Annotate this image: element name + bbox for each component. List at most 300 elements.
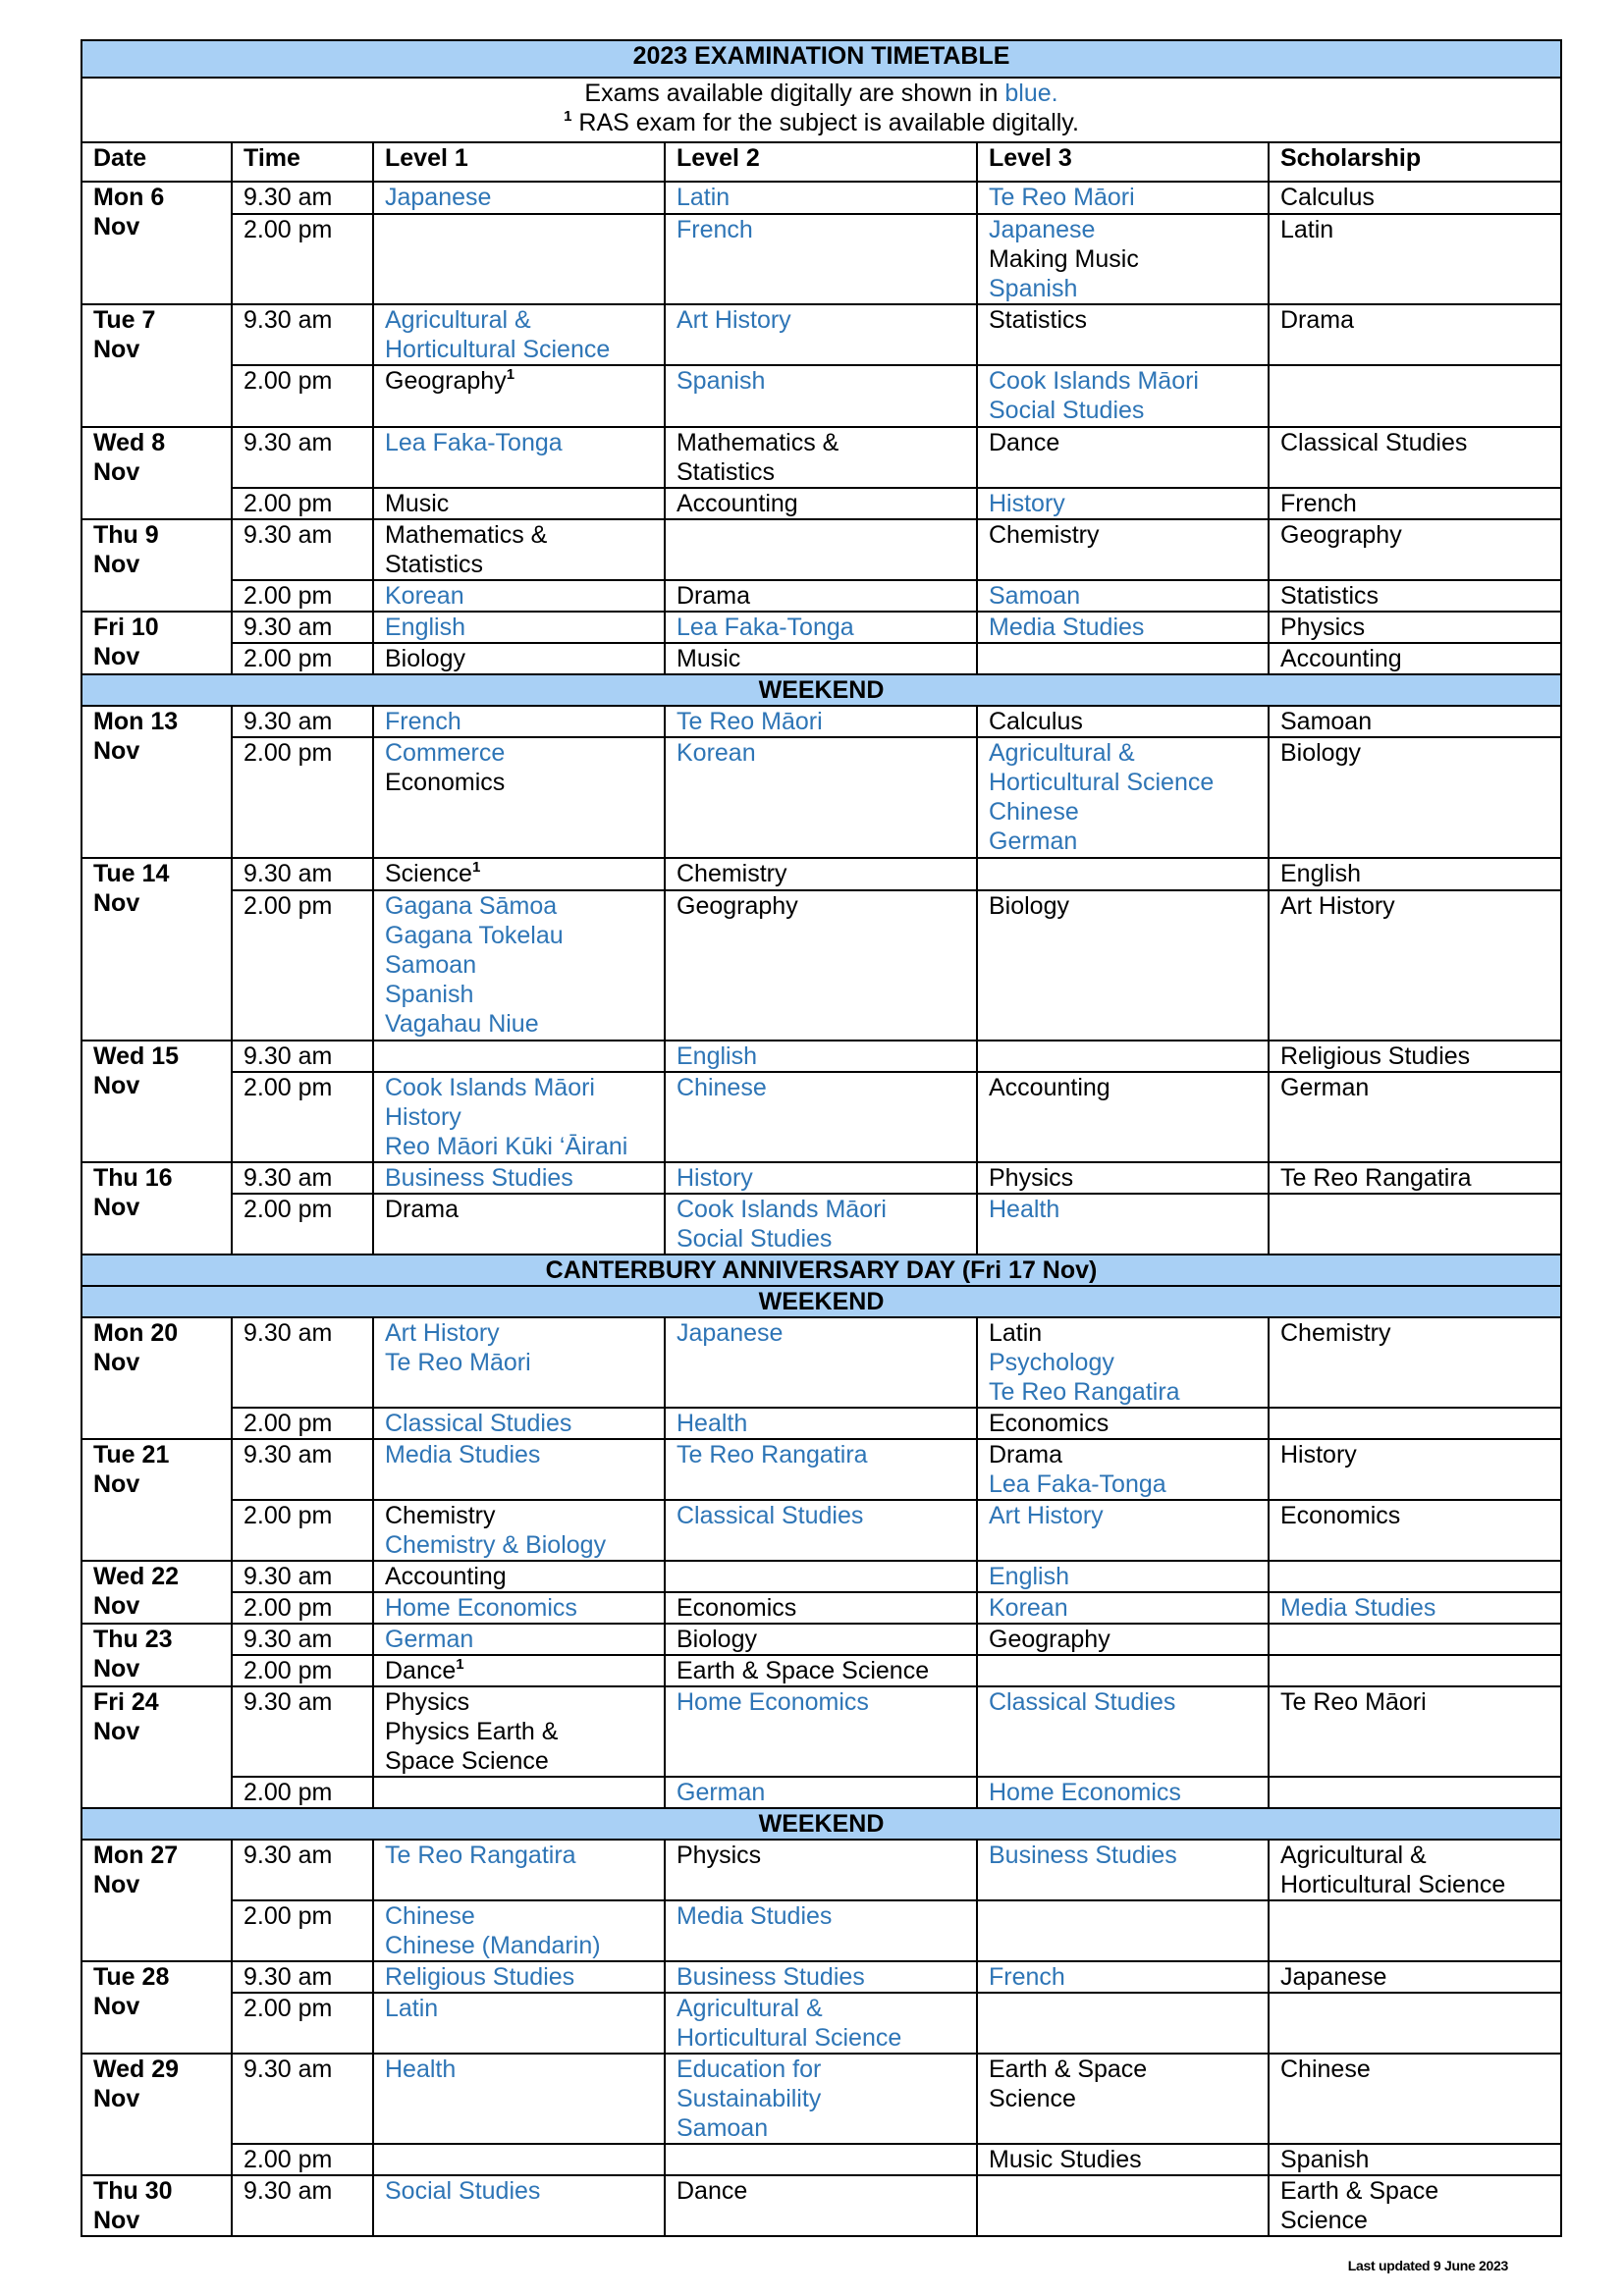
level-2-cell — [665, 1592, 977, 1624]
level-3-cell — [977, 1592, 1269, 1624]
subject-entry: Calculus — [989, 708, 1083, 735]
subject-entry: Music Studies — [989, 2146, 1142, 2173]
subject-entry: Cook Islands Māori — [385, 1074, 595, 1101]
date-month: Nov — [93, 551, 140, 578]
subject-entry: Health — [677, 1410, 748, 1437]
date-month: Nov — [93, 1993, 140, 2020]
subject-entry: Business Studies — [385, 1164, 573, 1192]
level-3-cell — [977, 643, 1269, 674]
subject-entry: Biology — [385, 645, 465, 672]
subject-entry: French — [677, 216, 753, 243]
subject-entry: Cook Islands Māori — [677, 1196, 887, 1223]
subject-entry: Commerce — [385, 739, 506, 767]
table-row — [81, 1500, 1561, 1561]
subject-entry: Classical Studies — [677, 1502, 864, 1529]
table-row — [81, 612, 1561, 643]
table-row — [81, 1961, 1561, 1993]
subject-entry: Drama — [989, 1441, 1063, 1468]
subject-entry: Chinese (Mandarin) — [385, 1932, 601, 1959]
scholarship-cell — [1269, 1777, 1561, 1808]
level-1-cell — [373, 643, 665, 674]
date-month: Nov — [93, 213, 140, 240]
level-2-cell — [665, 1961, 977, 1993]
subject-entry: German — [677, 1779, 766, 1806]
date-day: Fri 24 — [93, 1688, 159, 1716]
table-row — [81, 1072, 1561, 1162]
subject-entry: Economics — [385, 769, 506, 796]
subject-entry: Samoan — [677, 2114, 769, 2142]
date-month: Nov — [93, 889, 140, 917]
level-1-cell — [373, 1961, 665, 1993]
scholarship-cell — [1269, 1439, 1561, 1500]
level-3-cell — [977, 858, 1269, 890]
level-2-cell — [665, 1840, 977, 1900]
date-cell — [81, 304, 232, 427]
date-day: Mon 20 — [93, 1319, 179, 1347]
level-2-cell — [665, 1624, 977, 1655]
date-month: Nov — [93, 1194, 140, 1221]
level-1-cell — [373, 706, 665, 737]
separator-row — [81, 674, 1561, 706]
scholarship-cell — [1269, 488, 1561, 519]
subject-entry: History — [677, 1164, 753, 1192]
level-3-cell — [977, 519, 1269, 580]
level-3-cell — [977, 1624, 1269, 1655]
subject-entry: Art History — [385, 1319, 500, 1347]
time-cell: 9.30 am — [232, 519, 373, 580]
level-1-cell — [373, 612, 665, 643]
table-row — [81, 214, 1561, 304]
table-row — [81, 643, 1561, 674]
date-month: Nov — [93, 458, 140, 486]
last-updated-note: Last updated 9 June 2023 — [1347, 2258, 1508, 2273]
subject-entry: Accounting — [989, 1074, 1110, 1101]
subject-entry: Music — [677, 645, 741, 672]
subject-entry: Dance$^1$ — [385, 1655, 464, 1684]
level-2-cell — [665, 580, 977, 612]
level-1-cell — [373, 858, 665, 890]
subject-entry: Agricultural & — [677, 1995, 823, 2022]
level-3-cell — [977, 890, 1269, 1041]
date-cell — [81, 2175, 232, 2236]
header-level-3: Level 3 — [977, 142, 1269, 182]
level-2-cell — [665, 612, 977, 643]
subject-entry: Chemistry — [677, 860, 787, 887]
subject-entry: Agricultural & — [385, 306, 531, 334]
level-2-cell — [665, 643, 977, 674]
subject-entry: Drama — [385, 1196, 460, 1223]
subject-entry: Horticultural Science — [1280, 1871, 1506, 1898]
note-ras-text: RAS exam for the subject is available digitally. — [571, 109, 1079, 136]
level-1-cell — [373, 1041, 665, 1072]
level-3-cell — [977, 182, 1269, 214]
level-2-cell — [665, 1408, 977, 1439]
subject-entry: English — [989, 1563, 1069, 1590]
notes-cell — [81, 78, 1561, 142]
date-month: Nov — [93, 2085, 140, 2112]
subject-entry: German — [385, 1626, 474, 1653]
level-3-cell — [977, 214, 1269, 304]
date-day: Thu 9 — [93, 521, 159, 549]
level-1-cell — [373, 427, 665, 488]
subject-entry: Latin — [1280, 216, 1334, 243]
date-day: Tue 28 — [93, 1963, 170, 1991]
level-2-cell — [665, 2144, 977, 2175]
subject-entry: Social Studies — [385, 2177, 541, 2205]
scholarship-cell — [1269, 706, 1561, 737]
subject-entry: Business Studies — [989, 1842, 1177, 1869]
level-2-cell — [665, 182, 977, 214]
level-1-cell — [373, 2054, 665, 2144]
level-2-cell — [665, 1162, 977, 1194]
scholarship-cell — [1269, 1500, 1561, 1561]
level-2-cell — [665, 1317, 977, 1408]
time-cell: 9.30 am — [232, 1561, 373, 1592]
level-2-cell — [665, 2175, 977, 2236]
scholarship-cell — [1269, 1162, 1561, 1194]
date-day: Thu 16 — [93, 1164, 173, 1192]
subject-entry: Education for — [677, 2056, 822, 2083]
level-3-cell — [977, 2175, 1269, 2236]
date-day: Tue 14 — [93, 860, 170, 887]
table-row — [81, 1194, 1561, 1255]
date-day: Wed 15 — [93, 1042, 180, 1070]
date-day: Fri 10 — [93, 614, 159, 641]
table-row — [81, 580, 1561, 612]
subject-entry: Te Reo Māori — [385, 1349, 531, 1376]
level-1-cell — [373, 1408, 665, 1439]
subject-entry: Business Studies — [677, 1963, 865, 1991]
table-row — [81, 365, 1561, 427]
subject-entry: Statistics — [677, 458, 776, 486]
separator-label: WEEKEND — [81, 1808, 1561, 1840]
level-3-cell — [977, 706, 1269, 737]
scholarship-cell — [1269, 737, 1561, 858]
subject-entry: Home Economics — [385, 1594, 577, 1622]
scholarship-cell — [1269, 1900, 1561, 1961]
subject-entry: Samoan — [989, 582, 1081, 610]
subject-entry: Te Reo Rangatira — [385, 1842, 576, 1869]
date-month: Nov — [93, 1349, 140, 1376]
time-cell: 9.30 am — [232, 612, 373, 643]
level-3-cell — [977, 1041, 1269, 1072]
date-cell — [81, 706, 232, 858]
level-2-cell — [665, 1655, 977, 1686]
level-1-cell — [373, 890, 665, 1041]
subject-entry: Geography — [677, 892, 798, 920]
separator-row — [81, 1255, 1561, 1286]
scholarship-cell — [1269, 2144, 1561, 2175]
timetable-table — [81, 39, 1562, 2237]
scholarship-cell — [1269, 858, 1561, 890]
subject-entry: Korean — [385, 582, 464, 610]
subject-entry: Biology — [1280, 739, 1361, 767]
level-3-cell — [977, 1777, 1269, 1808]
scholarship-cell — [1269, 427, 1561, 488]
scholarship-cell — [1269, 1686, 1561, 1777]
subject-entry: German — [989, 828, 1078, 855]
title-row — [81, 40, 1561, 78]
date-cell — [81, 1961, 232, 2054]
level-3-cell — [977, 1408, 1269, 1439]
level-1-cell — [373, 580, 665, 612]
note-digital-blue: blue. — [1004, 80, 1058, 107]
table-row — [81, 890, 1561, 1041]
subject-entry: Home Economics — [989, 1779, 1181, 1806]
scholarship-cell — [1269, 1993, 1561, 2054]
subject-entry: Spanish — [385, 981, 474, 1008]
subject-entry: Te Reo Rangatira — [677, 1441, 868, 1468]
time-cell: 2.00 pm — [232, 1194, 373, 1255]
level-1-cell — [373, 182, 665, 214]
subject-entry: German — [1280, 1074, 1370, 1101]
date-month: Nov — [93, 336, 140, 363]
subject-entry: Earth & Space Science — [677, 1657, 930, 1684]
subject-entry: Biology — [677, 1626, 757, 1653]
subject-entry: Economics — [1280, 1502, 1401, 1529]
subject-entry: Making Music — [989, 245, 1139, 273]
time-cell: 9.30 am — [232, 2175, 373, 2236]
scholarship-cell — [1269, 643, 1561, 674]
subject-entry: Physics Earth & — [385, 1718, 559, 1745]
date-day: Wed 29 — [93, 2056, 180, 2083]
level-1-cell — [373, 1655, 665, 1686]
header-level-2: Level 2 — [665, 142, 977, 182]
subject-entry: Samoan — [385, 951, 477, 979]
level-3-cell — [977, 1655, 1269, 1686]
level-1-cell — [373, 1439, 665, 1500]
level-2-cell — [665, 1439, 977, 1500]
subject-entry: Japanese — [385, 184, 492, 211]
subject-entry: Vagahau Niue — [385, 1010, 539, 1038]
subject-entry: French — [385, 708, 461, 735]
level-1-cell — [373, 1592, 665, 1624]
date-day: Tue 21 — [93, 1441, 170, 1468]
scholarship-cell — [1269, 1072, 1561, 1162]
subject-entry: Statistics — [1280, 582, 1380, 610]
subject-entry: Physics — [989, 1164, 1074, 1192]
date-cell — [81, 1317, 232, 1439]
level-3-cell — [977, 1439, 1269, 1500]
subject-entry: Economics — [989, 1410, 1110, 1437]
subject-entry: Economics — [677, 1594, 797, 1622]
time-cell: 9.30 am — [232, 1439, 373, 1500]
subject-entry: English — [385, 614, 465, 641]
time-cell: 2.00 pm — [232, 737, 373, 858]
subject-entry: Korean — [677, 739, 756, 767]
subject-entry: Agricultural & — [1280, 1842, 1427, 1869]
subject-entry: Agricultural & — [989, 739, 1135, 767]
subject-entry: Lea Faka-Tonga — [385, 429, 563, 456]
level-1-cell — [373, 304, 665, 365]
time-cell: 9.30 am — [232, 182, 373, 214]
subject-entry: Japanese — [1280, 1963, 1387, 1991]
subject-entry: Korean — [989, 1594, 1068, 1622]
level-1-cell — [373, 2175, 665, 2236]
subject-entry: Chinese — [1280, 2056, 1371, 2083]
subject-entry: Media Studies — [989, 614, 1145, 641]
subject-entry: Science$^1$ — [385, 858, 481, 887]
subject-entry: Chemistry & Biology — [385, 1531, 607, 1559]
date-cell — [81, 1439, 232, 1561]
level-3-cell — [977, 365, 1269, 427]
date-cell — [81, 1041, 232, 1162]
level-3-cell — [977, 1961, 1269, 1993]
date-cell — [81, 1162, 232, 1255]
scholarship-cell — [1269, 1592, 1561, 1624]
subject-entry: Health — [385, 2056, 457, 2083]
time-cell: 2.00 pm — [232, 1500, 373, 1561]
scholarship-cell — [1269, 1561, 1561, 1592]
subject-entry: French — [1280, 490, 1357, 517]
level-3-cell — [977, 1317, 1269, 1408]
level-2-cell — [665, 1686, 977, 1777]
scholarship-cell — [1269, 1408, 1561, 1439]
subject-entry: Mathematics & — [385, 521, 548, 549]
subject-entry: Biology — [989, 892, 1069, 920]
subject-entry: Music — [385, 490, 450, 517]
table-row — [81, 1592, 1561, 1624]
subject-entry: Horticultural Science — [989, 769, 1215, 796]
level-3-cell — [977, 488, 1269, 519]
date-month: Nov — [93, 1655, 140, 1682]
date-month: Nov — [93, 1072, 140, 1099]
subject-entry: Classical Studies — [1280, 429, 1468, 456]
ras-marker: 1 — [506, 365, 515, 383]
scholarship-cell — [1269, 2054, 1561, 2144]
date-month: Nov — [93, 1871, 140, 1898]
subject-entry: Chemistry — [989, 521, 1100, 549]
level-2-cell — [665, 1900, 977, 1961]
subject-entry: Physics — [385, 1688, 470, 1716]
time-cell: 2.00 pm — [232, 1777, 373, 1808]
scholarship-cell — [1269, 1041, 1561, 1072]
level-1-cell — [373, 1561, 665, 1592]
date-month: Nov — [93, 1592, 140, 1620]
level-1-cell — [373, 2144, 665, 2175]
subject-entry: Spanish — [989, 275, 1078, 302]
subject-entry: Te Reo Rangatira — [1280, 1164, 1472, 1192]
scholarship-cell — [1269, 612, 1561, 643]
subject-entry: Latin — [677, 184, 731, 211]
time-cell: 2.00 pm — [232, 1408, 373, 1439]
subject-entry: Accounting — [1280, 645, 1402, 672]
header-row — [81, 142, 1561, 182]
subject-entry: Space Science — [385, 1747, 549, 1775]
level-1-cell — [373, 1162, 665, 1194]
time-cell: 9.30 am — [232, 1686, 373, 1777]
date-month: Nov — [93, 1470, 140, 1498]
level-2-cell — [665, 1194, 977, 1255]
table-row — [81, 182, 1561, 214]
subject-entry: Gagana Tokelau — [385, 922, 564, 949]
date-day: Wed 8 — [93, 429, 166, 456]
level-1-cell — [373, 1840, 665, 1900]
time-cell: 2.00 pm — [232, 214, 373, 304]
subject-entry: Earth & Space — [989, 2056, 1148, 2083]
subject-entry: Statistics — [385, 551, 484, 578]
page-title: 2023 EXAMINATION TIMETABLE — [81, 40, 1561, 78]
time-cell: 2.00 pm — [232, 488, 373, 519]
table-row — [81, 1439, 1561, 1500]
scholarship-cell — [1269, 365, 1561, 427]
subject-entry: Classical Studies — [385, 1410, 572, 1437]
level-2-cell — [665, 1500, 977, 1561]
level-1-cell — [373, 1317, 665, 1408]
time-cell: 2.00 pm — [232, 890, 373, 1041]
subject-entry: Art History — [677, 306, 791, 334]
subject-entry: Religious Studies — [1280, 1042, 1471, 1070]
subject-entry: History — [385, 1103, 461, 1131]
header-time: Time — [232, 142, 373, 182]
level-2-cell — [665, 1041, 977, 1072]
subject-entry: Dance — [677, 2177, 748, 2205]
subject-entry: Psychology — [989, 1349, 1114, 1376]
subject-entry: Drama — [1280, 306, 1355, 334]
date-cell — [81, 427, 232, 519]
date-day: Mon 27 — [93, 1842, 179, 1869]
time-cell: 9.30 am — [232, 858, 373, 890]
scholarship-cell — [1269, 1317, 1561, 1408]
separator-label: WEEKEND — [81, 1286, 1561, 1317]
table-row — [81, 1840, 1561, 1900]
level-2-cell — [665, 706, 977, 737]
timetable-body — [81, 40, 1561, 2236]
subject-entry: Social Studies — [677, 1225, 833, 1253]
level-2-cell — [665, 890, 977, 1041]
level-3-cell — [977, 427, 1269, 488]
level-2-cell — [665, 2054, 977, 2144]
subject-entry: Chinese — [989, 798, 1079, 826]
time-cell: 2.00 pm — [232, 580, 373, 612]
subject-entry: Te Reo Māori — [1280, 1688, 1427, 1716]
date-day: Thu 30 — [93, 2177, 173, 2205]
subject-entry: Physics — [1280, 614, 1366, 641]
level-1-cell — [373, 1777, 665, 1808]
time-cell: 9.30 am — [232, 304, 373, 365]
header-level-1: Level 1 — [373, 142, 665, 182]
time-cell: 2.00 pm — [232, 643, 373, 674]
level-2-cell — [665, 1777, 977, 1808]
date-cell — [81, 858, 232, 1041]
scholarship-cell — [1269, 1194, 1561, 1255]
level-3-cell — [977, 1686, 1269, 1777]
subject-entry: Calculus — [1280, 184, 1375, 211]
table-row — [81, 304, 1561, 365]
date-month: Nov — [93, 1718, 140, 1745]
level-3-cell — [977, 1993, 1269, 2054]
subject-entry: Mathematics & — [677, 429, 839, 456]
subject-entry: Earth & Space — [1280, 2177, 1439, 2205]
table-row — [81, 1993, 1561, 2054]
subject-entry: Lea Faka-Tonga — [989, 1470, 1166, 1498]
level-2-cell — [665, 304, 977, 365]
date-cell — [81, 1686, 232, 1808]
note-digital-prefix: Exams available digitally are shown in — [584, 80, 1005, 107]
date-cell — [81, 1624, 232, 1686]
table-row — [81, 1408, 1561, 1439]
scholarship-cell — [1269, 1840, 1561, 1900]
subject-entry: Art History — [989, 1502, 1104, 1529]
table-row — [81, 2175, 1561, 2236]
level-3-cell — [977, 2054, 1269, 2144]
time-cell: 2.00 pm — [232, 1072, 373, 1162]
subject-entry: Statistics — [989, 306, 1088, 334]
subject-entry: Media Studies — [1280, 1594, 1436, 1622]
notes-row — [81, 78, 1561, 142]
time-cell: 2.00 pm — [232, 1993, 373, 2054]
level-1-cell — [373, 214, 665, 304]
